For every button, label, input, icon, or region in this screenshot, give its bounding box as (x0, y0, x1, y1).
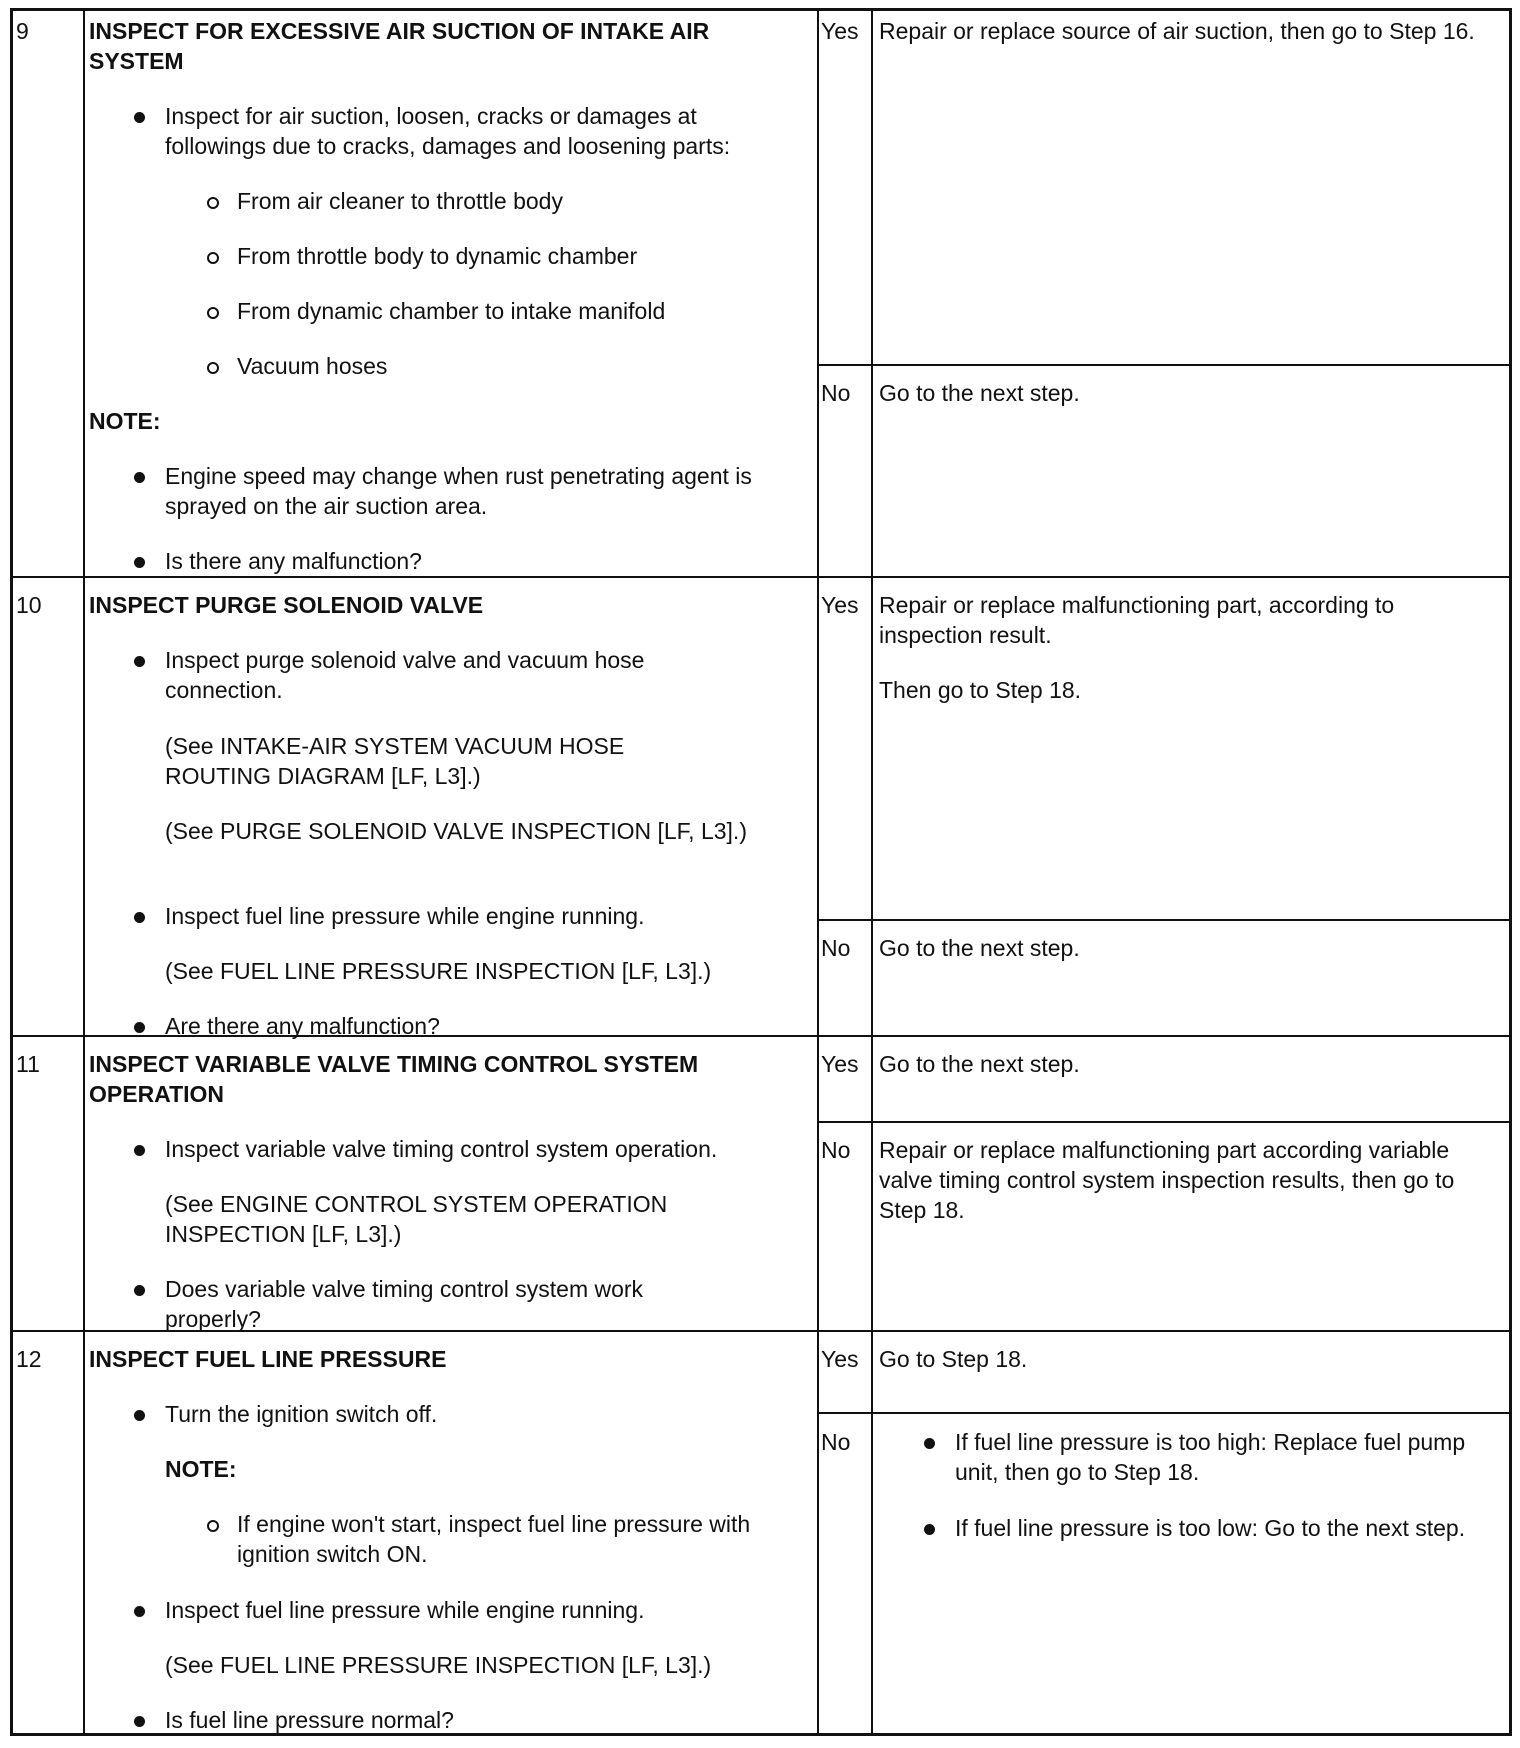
sub-item: Vacuum hoses (237, 353, 388, 379)
yes-action: Repair or replace source of air suction, then go to Step 16. (879, 18, 1475, 44)
yes-action: Then go to Step 18. (879, 677, 1082, 703)
no-label: No (821, 380, 851, 406)
note-text: Engine speed may change when rust penetrating agent is sprayed on the air suction area. (165, 463, 752, 519)
instruction-text: Inspect for air suction, loosen, cracks or damages at followings due to cracks, damages and loosening parts: (165, 103, 731, 159)
instruction-text: Inspect purge solenoid valve and vacuum hose connection. (165, 647, 645, 703)
bullet-icon (924, 1438, 935, 1449)
yes-no-divider (817, 1412, 1509, 1414)
yes-action: Repair or replace malfunctioning part, according to inspection result. (879, 592, 1395, 648)
no-action: Repair or replace malfunctioning part according variable valve timing control system inspection results, then go to Step 18. (879, 1137, 1455, 1223)
yes-label: Yes (821, 1346, 859, 1372)
yes-no-divider (817, 1121, 1509, 1123)
question-text: Does variable valve timing control system work properly? (165, 1276, 644, 1332)
sub-item: From dynamic chamber to intake manifold (237, 298, 666, 324)
step-number: 12 (16, 1346, 42, 1372)
no-action: If fuel line pressure is too low: Go to the next step. (955, 1515, 1466, 1541)
no-action: If fuel line pressure is too high: Replace fuel pump unit, then go to Step 18. (955, 1429, 1466, 1485)
column-divider (83, 11, 85, 1733)
no-label: No (821, 935, 851, 961)
bullet-icon (134, 1410, 145, 1421)
instruction-text: Inspect variable valve timing control system operation. (165, 1136, 718, 1162)
bullet-icon (134, 557, 145, 568)
reference-text: (See FUEL LINE PRESSURE INSPECTION [LF, L3].) (165, 958, 712, 984)
question-text: Is there any malfunction? (165, 548, 422, 574)
step-title: INSPECT FUEL LINE PRESSURE (89, 1346, 447, 1372)
sub-item: From air cleaner to throttle body (237, 188, 563, 214)
sub-item: From throttle body to dynamic chamber (237, 243, 638, 269)
no-action: Go to the next step. (879, 935, 1080, 961)
bullet-icon (134, 1285, 145, 1296)
sub-bullet-icon (207, 362, 219, 374)
instruction-text: Inspect fuel line pressure while engine running. (165, 1597, 645, 1623)
yes-no-divider (817, 919, 1509, 921)
sub-bullet-icon (207, 252, 219, 264)
sub-bullet-icon (207, 307, 219, 319)
no-label: No (821, 1137, 851, 1163)
reference-text: (See FUEL LINE PRESSURE INSPECTION [LF, L3].) (165, 1652, 712, 1678)
bullet-icon (134, 656, 145, 667)
no-action: Go to the next step. (879, 380, 1080, 406)
reference-text: (See PURGE SOLENOID VALVE INSPECTION [LF, L3].) (165, 818, 747, 844)
step-title: INSPECT PURGE SOLENOID VALVE (89, 592, 484, 618)
note-text: If engine won't start, inspect fuel line pressure with ignition switch ON. (237, 1511, 751, 1567)
step-title: INSPECT FOR EXCESSIVE AIR SUCTION OF INTAKE AIR SYSTEM (89, 18, 710, 74)
note-label: NOTE: (165, 1456, 237, 1482)
yes-action: Go to the next step. (879, 1051, 1080, 1077)
bullet-icon (134, 1606, 145, 1617)
step-title: INSPECT VARIABLE VALVE TIMING CONTROL SYSTEM OPERATION (89, 1051, 699, 1107)
sub-bullet-icon (207, 1520, 219, 1532)
troubleshooting-table (10, 8, 1512, 1736)
step-number: 11 (16, 1051, 40, 1077)
bullet-icon (134, 1716, 145, 1727)
step-number: 9 (16, 18, 29, 44)
yes-label: Yes (821, 1051, 859, 1077)
bullet-icon (134, 472, 145, 483)
reference-text: (See INTAKE-AIR SYSTEM VACUUM HOSE ROUTING DIAGRAM [LF, L3].) (165, 733, 625, 789)
column-divider (871, 11, 873, 1733)
sub-bullet-icon (207, 197, 219, 209)
question-text: Are there any malfunction? (165, 1013, 440, 1039)
bullet-icon (134, 1022, 145, 1033)
row-divider (13, 576, 1509, 578)
step-number: 10 (16, 592, 42, 618)
bullet-icon (134, 912, 145, 923)
instruction-text: Turn the ignition switch off. (165, 1401, 438, 1427)
instruction-text: Inspect fuel line pressure while engine running. (165, 903, 645, 929)
reference-text: (See ENGINE CONTROL SYSTEM OPERATION INSPECTION [LF, L3].) (165, 1191, 668, 1247)
bullet-icon (134, 112, 145, 123)
yes-label: Yes (821, 592, 859, 618)
column-divider (817, 11, 819, 1733)
bullet-icon (134, 1145, 145, 1156)
no-label: No (821, 1429, 851, 1455)
yes-no-divider (817, 364, 1509, 366)
yes-action: Go to Step 18. (879, 1346, 1028, 1372)
yes-label: Yes (821, 18, 859, 44)
bullet-icon (924, 1524, 935, 1535)
note-label: NOTE: (89, 408, 161, 434)
question-text: Is fuel line pressure normal? (165, 1707, 454, 1733)
